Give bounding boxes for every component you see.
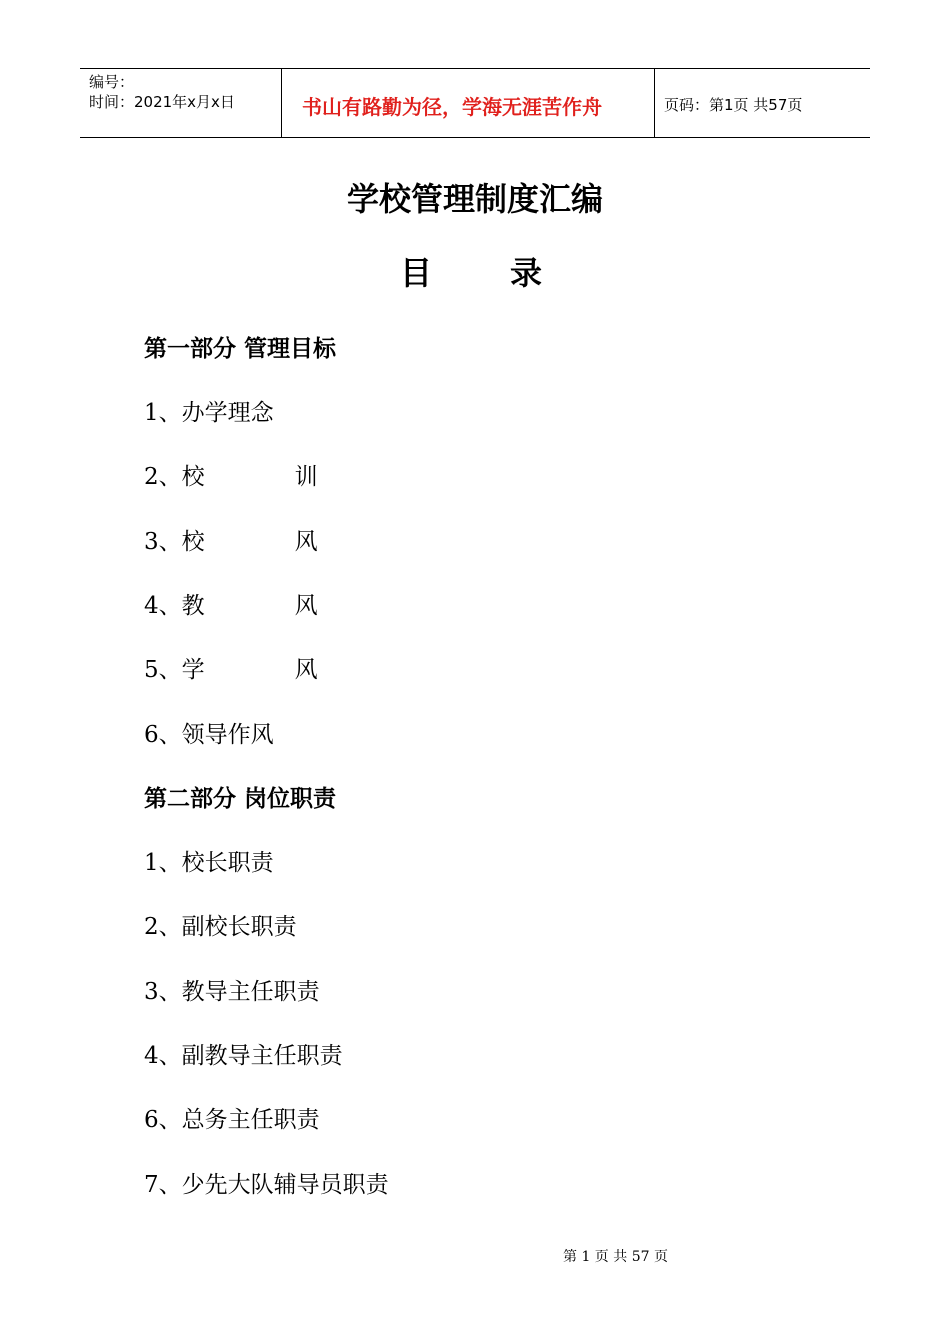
toc-item-suffix: 风 — [294, 593, 318, 619]
toc-item — [144, 651, 318, 684]
toc-item: 3、教导主任职责 — [144, 979, 320, 1005]
toc-item: 7、少先大队辅导员职责 — [144, 1172, 389, 1198]
toc-heading-char-2: 录 — [510, 254, 543, 292]
document-number-label: 编号： — [89, 73, 135, 91]
document-date: 时间：2021年x月x日 — [89, 93, 235, 111]
toc-item — [144, 523, 318, 556]
toc-item — [144, 587, 318, 620]
toc-item-prefix: 3、校 — [144, 529, 205, 555]
toc-item: 6、总务主任职责 — [144, 1107, 320, 1133]
toc-item-suffix: 风 — [294, 529, 318, 555]
document-title: 学校管理制度汇编 — [346, 180, 603, 218]
toc-item-prefix: 5、学 — [144, 657, 205, 683]
toc-item: 1、办学理念 — [144, 400, 274, 426]
toc-item — [144, 458, 318, 491]
toc-heading-char-1: 目 — [400, 254, 433, 292]
header-page-code: 页码：第1页 共57页 — [664, 96, 803, 114]
toc-item-suffix: 风 — [294, 657, 318, 683]
section-heading-part2: 第二部分 岗位职责 — [144, 786, 337, 812]
header-right-cell — [655, 69, 870, 137]
section-heading-part1: 第一部分 管理目标 — [144, 336, 337, 362]
header-table — [80, 68, 870, 138]
header-left-cell — [80, 69, 282, 137]
toc-item-suffix: 训 — [294, 464, 318, 490]
toc-item: 2、副校长职责 — [144, 914, 297, 940]
toc-heading — [400, 248, 542, 294]
toc-item: 6、领导作风 — [144, 722, 274, 748]
header-middle-cell — [282, 69, 655, 137]
toc-item-prefix: 2、校 — [144, 464, 205, 490]
toc-item: 4、副教导主任职责 — [144, 1043, 343, 1069]
toc-item-prefix: 4、教 — [144, 593, 205, 619]
toc-item: 1、校长职责 — [144, 850, 274, 876]
header-motto: 书山有路勤为径，学海无涯苦作舟 — [302, 95, 602, 119]
page-footer: 第 1 页 共 57 页 — [563, 1249, 668, 1265]
